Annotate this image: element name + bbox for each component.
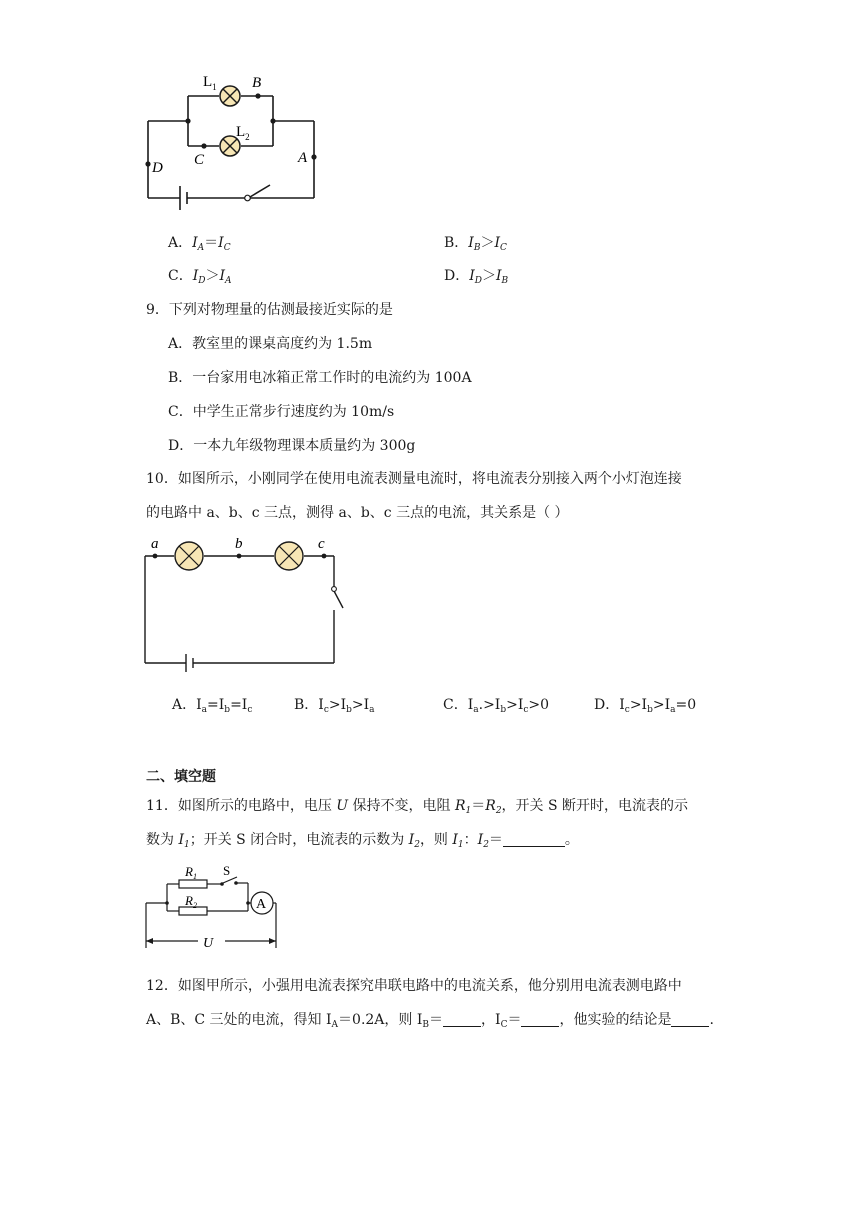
label-r2: $R_2$ bbox=[185, 893, 197, 910]
q9-option-a[interactable]: A．教室里的课桌高度约为 1.5m bbox=[168, 336, 373, 352]
label-d: D bbox=[152, 160, 163, 176]
q11-circuit-diagram bbox=[140, 862, 285, 954]
q12-blank-ic[interactable] bbox=[521, 1012, 559, 1027]
q11-stem-line1: 11．如图所示的电路中，电压 U 保持不变，电阻 $R_1=R_2$，开关 S 断开时，电流表的示 bbox=[146, 798, 689, 816]
q11-answer-blank[interactable] bbox=[503, 832, 565, 847]
q8-option-b[interactable]: B．$I_B>I_C$ bbox=[444, 235, 507, 253]
label-s: S bbox=[223, 863, 231, 878]
label-r1: $R_1$ bbox=[185, 864, 197, 881]
q9-option-c[interactable]: C．中学生正常步行速度约为 10m/s bbox=[168, 404, 395, 420]
label-u: U bbox=[203, 936, 214, 951]
resistor-r1 bbox=[179, 880, 207, 888]
q10-stem-line2: 的电路中 a、b、c 三点，测得 a、b、c 三点的电流，其关系是（ ） bbox=[146, 505, 569, 521]
q12-stem-line1: 12．如图甲所示，小强用电流表探究串联电路中的电流关系，他分别用电流表测电路中 bbox=[146, 978, 682, 994]
q12-stem-line2: A、B、C 三处的电流，得知 $I_A=0.2A$，则 $I_B=$ ，$I_C=$ ，他实验的结论是 . bbox=[146, 1012, 714, 1030]
section-heading: 二、填空题 bbox=[146, 769, 216, 785]
label-c: C bbox=[194, 152, 205, 168]
label-l1: $L_1$ bbox=[203, 74, 217, 92]
bulb-2 bbox=[275, 542, 303, 570]
q10-option-c[interactable]: C．$I_a.>I_b>I_c>0$ bbox=[443, 697, 550, 715]
q10-option-d[interactable]: D．$I_c>I_b>I_a=0$ bbox=[594, 697, 697, 715]
q10-circuit-diagram bbox=[138, 532, 358, 672]
q9-option-b[interactable]: B．一台家用电冰箱正常工作时的电流约为 100A bbox=[168, 370, 472, 386]
q8-option-c[interactable]: C．$I_D>I_A$ bbox=[168, 268, 232, 286]
label-b: b bbox=[235, 536, 243, 552]
label-a: A bbox=[298, 150, 308, 166]
q11-stem-line2: 数为 $I_1$；开关 S 闭合时，电流表的示数为 $I_2$，则 $I_1$：$I_2=$ 。 bbox=[146, 832, 579, 850]
label-l2: $L_2$ bbox=[236, 124, 250, 142]
q10-stem-line1: 10．如图所示，小刚同学在使用电流表测量电流时，将电流表分别接入两个小灯泡连接 bbox=[146, 471, 682, 487]
q12-blank-ib[interactable] bbox=[443, 1012, 481, 1027]
label-b: B bbox=[252, 75, 262, 91]
bulb-1 bbox=[175, 542, 203, 570]
q8-option-a[interactable]: A．$I_A=I_C$ bbox=[168, 235, 231, 253]
q12-blank-conclusion[interactable] bbox=[671, 1012, 709, 1027]
bulb-l1 bbox=[220, 86, 240, 106]
q9-stem: 9．下列对物理量的估测最接近实际的是 bbox=[146, 302, 393, 318]
q10-option-b[interactable]: B．$I_c>I_b>I_a$ bbox=[294, 697, 375, 715]
label-c: c bbox=[318, 536, 325, 552]
q10-option-a[interactable]: A．$I_a=I_b=I_c$ bbox=[172, 697, 253, 715]
label-a: a bbox=[151, 536, 159, 552]
ammeter-label: A bbox=[256, 897, 267, 912]
q8-option-d[interactable]: D．$I_D>I_B$ bbox=[444, 268, 509, 286]
q9-option-d[interactable]: D．一本九年级物理课本质量约为 300g bbox=[168, 438, 416, 454]
q8-circuit-diagram bbox=[140, 66, 330, 216]
